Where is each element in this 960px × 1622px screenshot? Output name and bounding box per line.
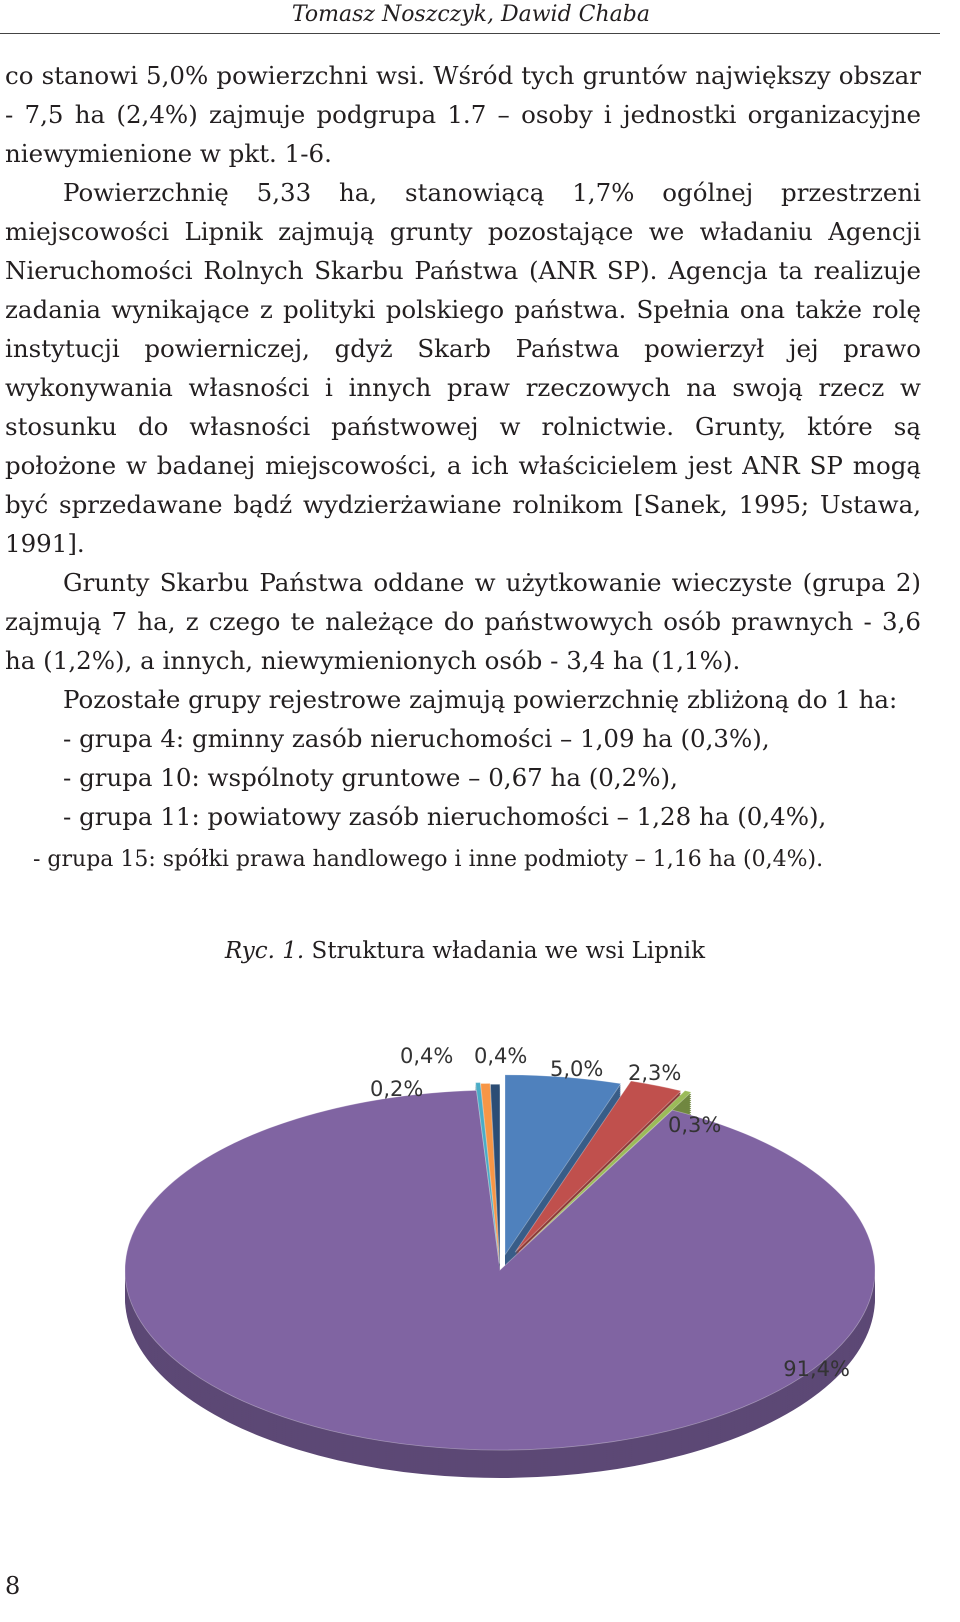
- figure-label: Ryc. 1.: [224, 938, 305, 964]
- paragraph-4: Pozostałe grupy rejestrowe zajmują powierzchnię zbliżoną do 1 ha:: [63, 685, 898, 714]
- paragraph-1: co stanowi 5,0% powierzchni wsi. Wśród tych gruntów największy obszar - 7,5 ha (2,4%) zajmuje podgrupa 1.7 – osoby i jednostki organizacyjne niewymienione w pkt. 1-6.: [5, 61, 921, 168]
- list-item-group-10: - grupa 10: wspólnoty gruntowe – 0,67 ha (0,2%),: [63, 763, 678, 792]
- paragraph-2: Powierzchnię 5,33 ha, stanowiącą 1,7% ogólnej przestrzeni miejscowości Lipnik zajmują grunty pozostające we władaniu Agencji Nieruchomości Rolnych Skarbu Państwa (ANR SP). Agencja ta realizuje zadania wynikające z polityki polskiego państwa. Spełnia ona także rolę instytucji powierniczej, gdyż Skarb Państwa powierzył jej prawo wykonywania własności i innych praw rzeczowych na swoją rzecz w stosunku do własności państwowej w rolnictwie. Grunty, które są położone w badanej miejscowości, a ich właścicielem jest ANR SP mogą być sprzedawane bądź wydzierżawiane rolnikom [Sanek, 1995; Ustawa, 1991].: [5, 178, 921, 558]
- ownership-pie-chart: [0, 1000, 940, 1520]
- paragraph-3: Grunty Skarbu Państwa oddane w użytkowanie wieczyste (grupa 2) zajmują 7 ha, z czego te należące do państwowych osób prawnych - 3,6 ha (1,2%), a innych, niewymienionych osób - 3,4 ha (1,1%).: [5, 568, 921, 675]
- page-number: 8: [5, 1572, 21, 1600]
- body-text: [5, 56, 921, 879]
- header-authors: Tomasz Noszczyk, Dawid Chaba: [291, 2, 650, 27]
- pie-slice-label: 0,2%: [370, 1077, 424, 1101]
- pie-slice-label: 0,3%: [668, 1113, 722, 1137]
- pie-slice-label: 5,0%: [550, 1057, 604, 1081]
- figure-caption-text: Struktura władania we wsi Lipnik: [304, 938, 706, 964]
- list-item-group-15: - grupa 15: spółki prawa handlowego i inne podmioty – 1,16 ha (0,4%).: [33, 847, 824, 872]
- running-header: [0, 0, 940, 34]
- pie-slice-label: 91,4%: [783, 1357, 850, 1381]
- pie-slice-label: 0,4%: [400, 1044, 454, 1068]
- pie-slice-label: 0,4%: [474, 1044, 528, 1068]
- figure-caption: [0, 938, 930, 964]
- pie-slice-label: 2,3%: [628, 1061, 682, 1085]
- list-item-group-4: - grupa 4: gminny zasób nieruchomości – 1,09 ha (0,3%),: [63, 724, 770, 753]
- list-item-group-11: - grupa 11: powiatowy zasób nieruchomości – 1,28 ha (0,4%),: [63, 802, 827, 831]
